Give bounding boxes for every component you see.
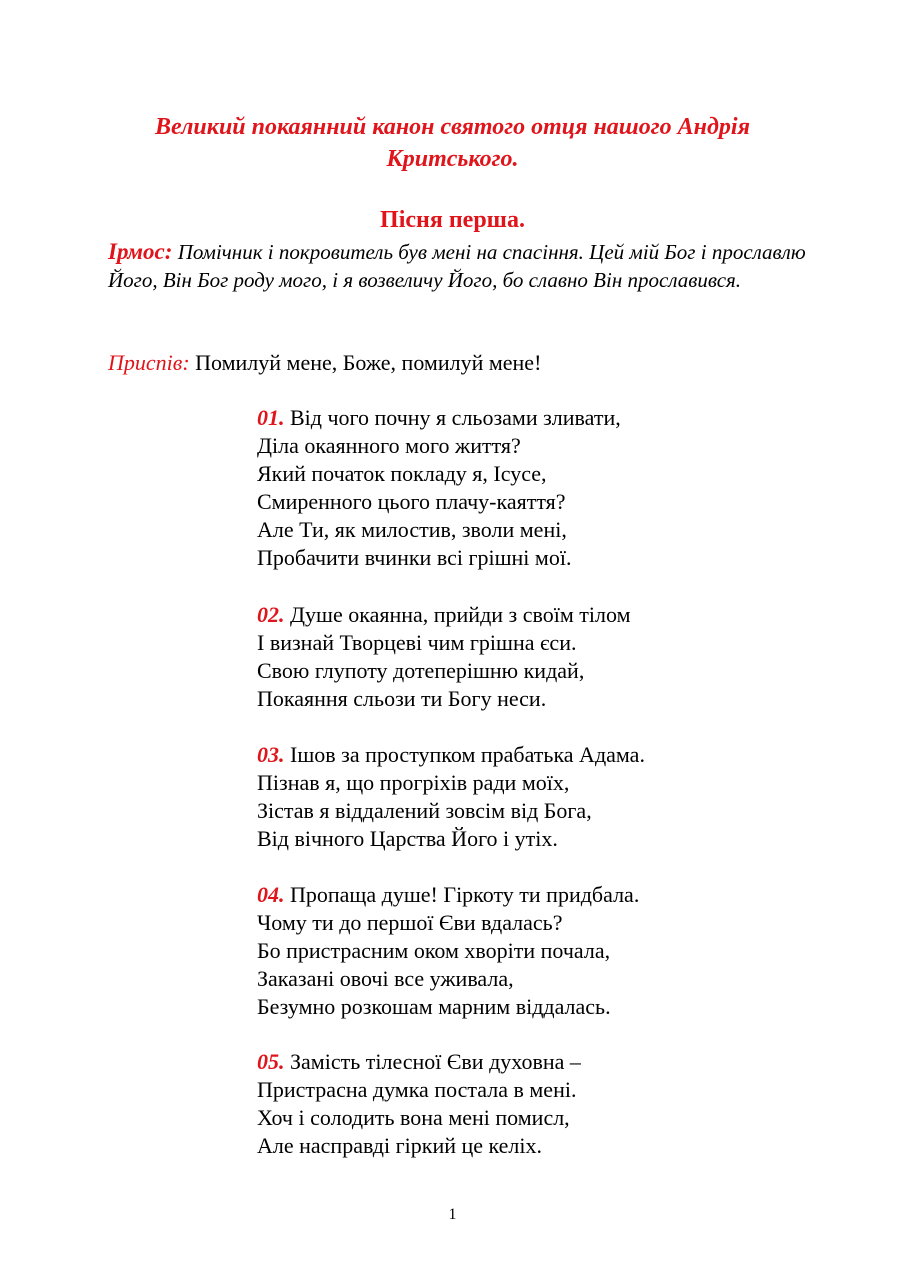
verse-line: Заказані овочі все уживала, xyxy=(257,966,514,991)
document-title: Великий покаянний канон святого отця нашого Андрія Критського. xyxy=(155,114,750,172)
verse-number: 03. xyxy=(257,742,285,767)
verse-line: Покаяння сльози ти Богу неси. xyxy=(257,686,547,711)
verse-02 xyxy=(257,601,817,713)
verse-line: Пізнав я, що прогріхів ради моїх, xyxy=(257,770,570,795)
verse-number: 01. xyxy=(257,405,285,430)
verse-number: 04. xyxy=(257,882,285,907)
verse-number: 02. xyxy=(257,602,285,627)
verse-line: Зістав я віддалений зовсім від Бога, xyxy=(257,798,592,823)
verse-line: Хоч і солодить вона мені помисл, xyxy=(257,1105,570,1130)
verse-line xyxy=(257,601,817,629)
verse-line-text: Душе окаянна, прийди з своїм тілом xyxy=(290,602,631,627)
verse-line: Бо пристрасним оком хворіти почала, xyxy=(257,938,611,963)
verse-line: Який початок покладу я, Ісусе, xyxy=(257,461,547,486)
page-number: 1 xyxy=(448,1206,457,1223)
verse-line: Пробачити вчинки всі грішні мої. xyxy=(257,545,572,570)
irmos-label: Ірмос: xyxy=(108,239,173,264)
verse-05 xyxy=(257,1048,817,1160)
verse-line xyxy=(257,741,817,769)
irmos-text: Помічник і покровитель був мені на спасіння. Цей мій Бог і прославлю Його, Він Бог роду мого, і я возвеличу Його, бо славно Він прославився. xyxy=(108,240,806,292)
verse-line xyxy=(257,1048,817,1076)
verse-line: Але Ти, як милостив, зволи мені, xyxy=(257,517,567,542)
verse-line-text: Замість тілесної Єви духовна – xyxy=(290,1049,581,1074)
verse-line: Діла окаянного мого життя? xyxy=(257,433,521,458)
verse-03 xyxy=(257,741,817,853)
irmos-paragraph xyxy=(108,238,808,294)
refrain-paragraph xyxy=(108,349,808,377)
verse-line: І визнай Творцеві чим грішна єси. xyxy=(257,630,577,655)
verse-line xyxy=(257,881,817,909)
verse-line: Смиренного цього плачу-каяття? xyxy=(257,489,566,514)
verse-line-text: Від чого почну я сльозами зливати, xyxy=(290,405,621,430)
verse-number: 05. xyxy=(257,1049,285,1074)
refrain-label: Приспів: xyxy=(108,350,190,375)
verse-04 xyxy=(257,881,817,1021)
verse-01 xyxy=(257,404,817,572)
verse-line: Але насправді гіркий це келіх. xyxy=(257,1133,543,1158)
verse-line xyxy=(257,404,817,432)
verse-line: Від вічного Царства Його і утіх. xyxy=(257,826,558,851)
refrain-text: Помилуй мене, Боже, помилуй мене! xyxy=(195,350,542,375)
song-title: Пісня перша. xyxy=(380,207,525,233)
verse-line-text: Ішов за проступком прабатька Адама. xyxy=(290,742,645,767)
verse-line: Свою глупоту дотеперішню кидай, xyxy=(257,658,585,683)
verse-line: Пристрасна думка постала в мені. xyxy=(257,1077,577,1102)
verse-line-text: Пропаща душе! Гіркоту ти придбала. xyxy=(290,882,640,907)
verse-line: Безумно розкошам марним віддалась. xyxy=(257,994,611,1019)
verse-line: Чому ти до першої Єви вдалась? xyxy=(257,910,563,935)
